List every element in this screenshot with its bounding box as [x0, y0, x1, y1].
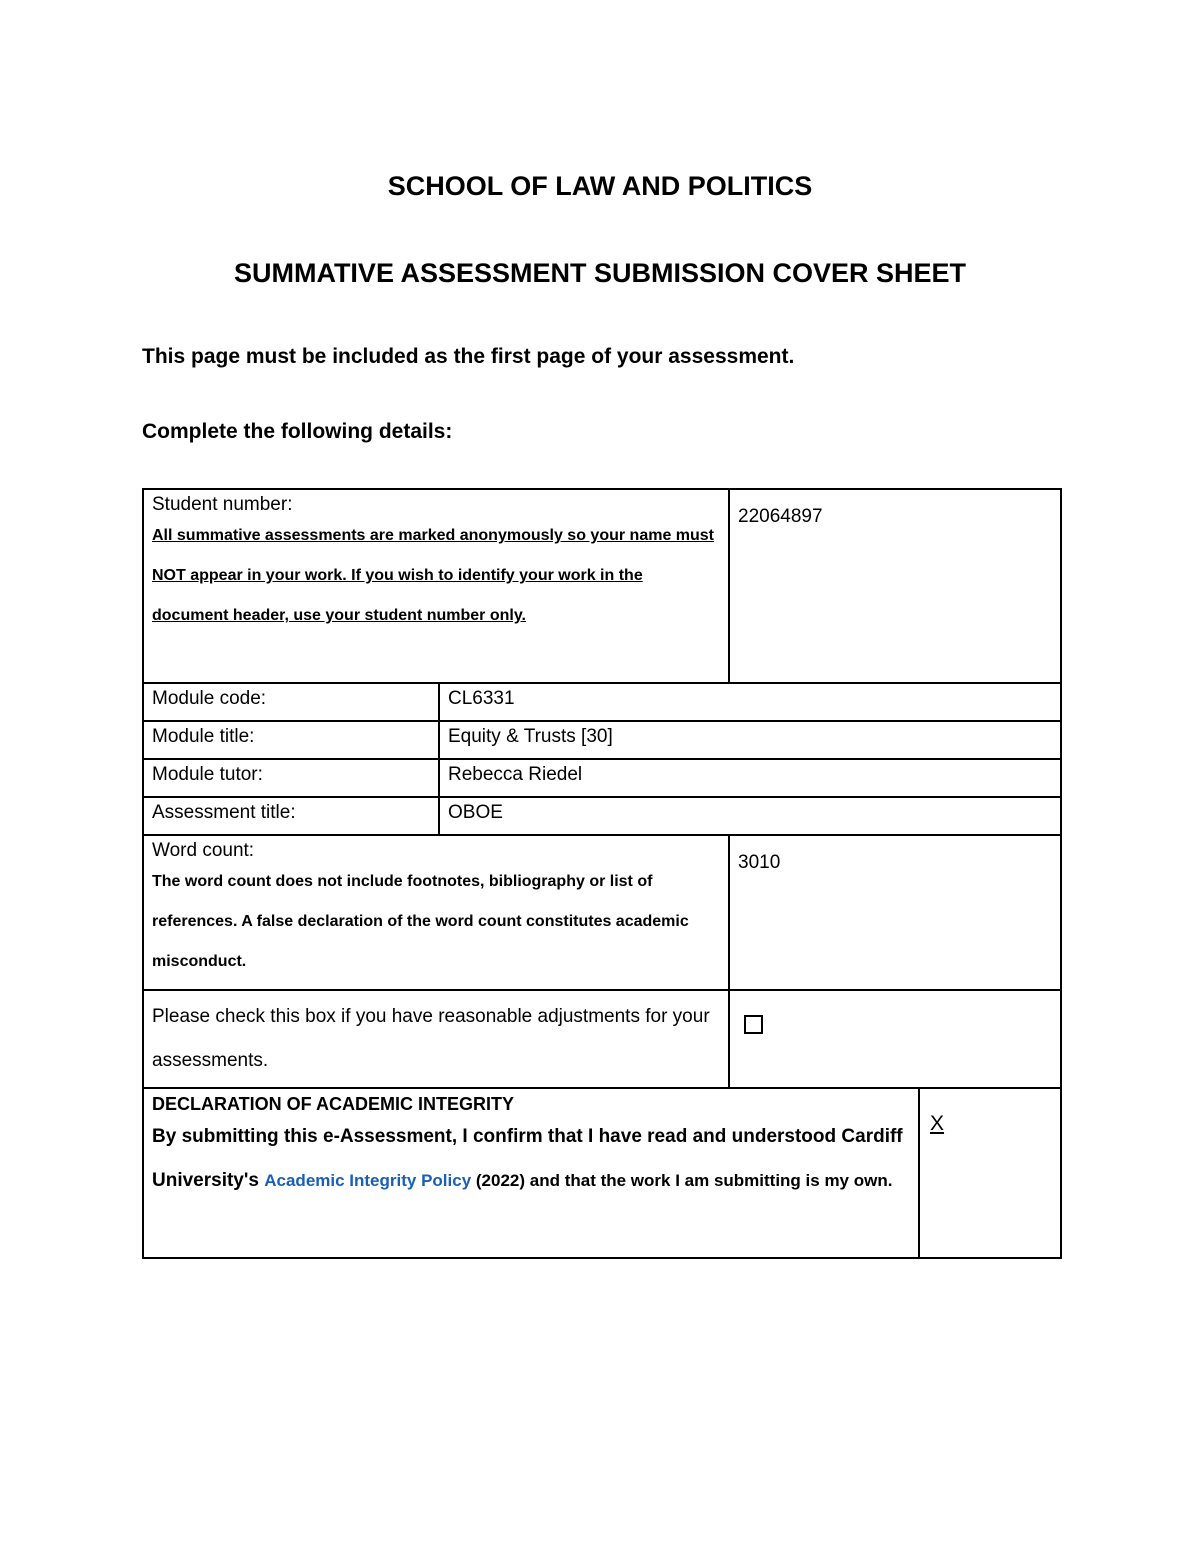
student-number-value[interactable]: 22064897	[729, 489, 1061, 683]
declaration-mark-cell	[919, 1088, 1061, 1258]
declaration-text-before: By submitting this e-Assessment, I confirm that I have read and understood Cardiff University's	[152, 1126, 903, 1191]
assessment-title-label: Assessment title:	[143, 797, 439, 835]
module-tutor-row	[143, 759, 1061, 797]
declaration-title: DECLARATION OF ACADEMIC INTEGRITY	[152, 1094, 514, 1114]
module-code-value[interactable]: CL6331	[439, 683, 1061, 721]
declaration-text	[152, 1115, 910, 1203]
student-number-label-cell	[143, 489, 729, 683]
declaration-mark[interactable]: X	[930, 1112, 945, 1135]
adjustments-label: Please check this box if you have reasonable adjustments for your assessments.	[143, 990, 729, 1088]
school-heading: SCHOOL OF LAW AND POLITICS	[387, 171, 813, 201]
module-tutor-label: Module tutor:	[143, 759, 439, 797]
word-count-label: Word count:	[152, 840, 255, 861]
module-title-value[interactable]: Equity & Trusts [30]	[439, 721, 1061, 759]
cover-sheet-table	[142, 488, 1062, 1259]
module-code-label: Module code:	[143, 683, 439, 721]
assessment-title-value[interactable]: OBOE	[439, 797, 1061, 835]
module-tutor-value[interactable]: Rebecca Riedel	[439, 759, 1061, 797]
cover-sheet-title: SUMMATIVE ASSESSMENT SUBMISSION COVER SHEET	[233, 258, 967, 288]
module-code-row	[143, 683, 1061, 721]
word-count-row	[143, 835, 1061, 990]
module-title-label: Module title:	[143, 721, 439, 759]
student-number-row	[143, 489, 1061, 683]
declaration-row	[143, 1088, 1061, 1258]
adjustments-checkbox-cell	[729, 990, 1061, 1088]
adjustments-row	[143, 990, 1061, 1088]
academic-integrity-policy-link[interactable]: Academic Integrity Policy	[264, 1171, 472, 1190]
word-count-value[interactable]: 3010	[729, 835, 1061, 990]
complete-details-instruction: Complete the following details:	[142, 420, 453, 443]
module-title-row	[143, 721, 1061, 759]
adjustments-checkbox[interactable]	[744, 1015, 763, 1034]
assessment-title-row	[143, 797, 1061, 835]
student-number-label: Student number:	[152, 494, 293, 515]
declaration-text-after: (2022) and that the work I am submitting is my own.	[471, 1171, 893, 1190]
first-page-instruction: This page must be included as the first page of your assessment.	[142, 345, 795, 368]
declaration-cell	[143, 1088, 919, 1258]
word-count-note: The word count does not include footnotes, bibliography or list of references. A false declaration of the word count constitutes academic misconduct.	[152, 873, 689, 970]
anonymity-note: All summative assessments are marked anonymously so your name must NOT appear in your work. If you wish to identify your work in the document header, use your student number only.	[152, 527, 715, 624]
word-count-label-cell	[143, 835, 729, 990]
